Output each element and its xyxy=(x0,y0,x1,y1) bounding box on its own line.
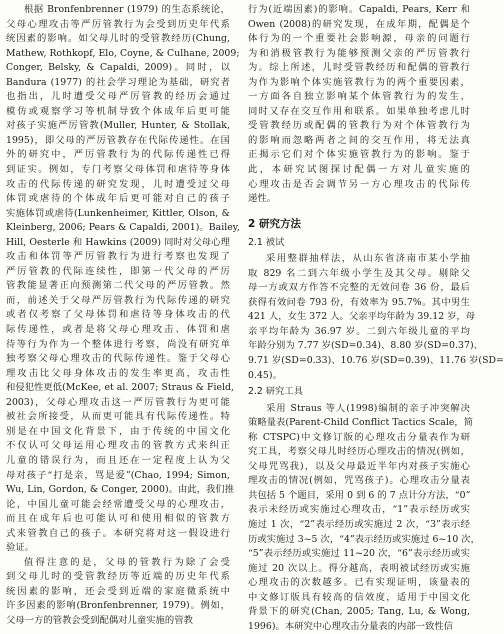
text-line: 中文修订版具有较高的信效度，适用于中国文化 xyxy=(248,591,470,603)
text-line: 对孩子实施严厉管教(Muller, Hunter, & Stollak, xyxy=(6,120,230,132)
text-line: 历或实施过 3~5 次，“4”表示经历或实施过 6~10 次， xyxy=(248,533,480,545)
text-line: 而，前述关于父母严厉管教行为代际传递的研究 xyxy=(6,294,230,306)
text-line: Wu, Lin, Gordon, & Conger, 2000)。由此，我们推 xyxy=(6,484,235,496)
text-line: 也指出，儿时遭受父母严厉管教的经历会通过 xyxy=(6,91,230,103)
text-line: 或者仅考察了父母体罚和虐待等身体攻击的代 xyxy=(6,309,230,321)
text-line: 施过 20 次以上。得分越高，表明被试经历或实施 xyxy=(248,562,470,574)
text-line: 父母咒骂我)，以及父母最近半年内对孩子实施心 xyxy=(248,460,470,472)
left-column xyxy=(6,3,240,629)
text-line: 验证。 xyxy=(6,542,35,554)
text-line: 0.45)。 xyxy=(248,369,282,381)
text-line: 心理攻击的次数越多。已有实现证明，该量表的 xyxy=(248,577,470,589)
text-line: 1996)。本研究中心理攻击分量表的内部一致性信 xyxy=(248,620,454,632)
text-line: 论，中国儿童可能会经常遭受父母的心理攻击， xyxy=(6,498,230,510)
text-line: 2003)，父母心理攻击这一严厉管教行为更可能 xyxy=(6,396,230,408)
text-line: 母一方或双方作答不完整的无效问卷 36 份，最后 xyxy=(248,282,470,294)
text-line: 年龄分别为 7.77 岁(SD=0.34)、8.80 岁(SD=0.37)、 xyxy=(248,340,483,352)
text-line: 式来管教自己的孩子。本研究将对这一假设进行 xyxy=(6,527,230,539)
text-line: 同时又存在交互作用和联系。如果单独考虑儿时 xyxy=(248,105,470,117)
text-line: 值得注意的是，父母的管教行为除了会受 xyxy=(24,556,230,568)
text-line: 421 人，女生 372 人。父亲平均年龄为 39.12 岁，母 xyxy=(248,311,476,323)
text-line: 母对孩子“打是亲，骂是爱”(Chao, 1994; Simon, xyxy=(6,469,230,481)
text-line: 此，本研究试图探讨配偶一方对儿童实施的 xyxy=(248,164,470,176)
text-line: Conger, Belsky, & Capaldi, 2009)。同时，以 xyxy=(6,62,230,74)
text-line: 9.71 岁(SD=0.33)、10.76 岁(SD=0.39)、11.76 岁(SD= xyxy=(248,354,504,366)
text-line: 儿童的错误行为，而且还在一定程度上认为父 xyxy=(6,454,230,466)
text-line: 严厉管教的代际连续性，即第一代父母的严厉 xyxy=(6,265,230,277)
text-line: 采用整群抽样法，从山东省济南市某小学抽 xyxy=(266,253,470,265)
text-line: 递性。 xyxy=(248,193,277,205)
text-line: Owen (2008)的研究发现，在成年期，配偶是个 xyxy=(248,18,470,30)
text-line: 而且在成年后也可能认可和使用相似的管教方 xyxy=(6,513,230,525)
intro-paragraph-continued xyxy=(248,3,470,207)
text-line: Mathew, Rothkopf, Elo, Coyne, & Culhane, 2009; xyxy=(6,47,240,59)
text-line: 策略量表(Parent-Child Conflict Tactics Scale，简 xyxy=(248,417,474,429)
text-line: 攻击的代际传递的研究发现，儿时遭受过父母 xyxy=(6,178,230,190)
text-line: 统因素的影响。如父母儿时的受管教经历(Chung, xyxy=(6,33,230,45)
text-line: 共包括 5 个题目，采用 0 到 6 的 7 点计分方法，“0” xyxy=(248,489,471,501)
text-line: 取 829 名二到六年级小学生及其父母。剔除父 xyxy=(248,267,470,279)
text-line: 为。综上所述，儿时受管教经历和配偶的管教行 xyxy=(248,62,470,74)
text-line: 为作为影响个体实施管教行为的两个重要因素， xyxy=(248,76,470,88)
text-line: 行为(近端因素)的影响。Capaldi, Pears, Kerr 和 xyxy=(248,4,470,15)
text-line: 到父母儿时的受管教经历等近端的历史年代系 xyxy=(6,571,230,583)
text-line: 心理攻击是否会调节另一方心理攻击的代际传 xyxy=(248,178,470,190)
text-line: 获得有效问卷 793 份，有效率为 95.7%。其中男生 xyxy=(248,296,470,308)
text-line: 理攻击比父母身体攻击的发生率更高，攻击性 xyxy=(6,367,230,379)
text-line: 受管教经历或配偶的管教行为对个体管教行为 xyxy=(248,120,470,132)
instruments-paragraph xyxy=(248,402,480,634)
text-line: 模仿或观察学习等机制导致个体成年后更可能 xyxy=(6,105,230,117)
text-line: “5”表示经历或实施过 11~20 次，“6”表示经历或实 xyxy=(248,548,470,560)
text-line: 实施体罚或虐待(Lunkenheimer, Kittler, Olson, & xyxy=(6,207,230,219)
text-line: 亲平均年龄为 36.97 岁。二到六年级儿童的平均 xyxy=(248,325,470,337)
text-line: 理攻击的情况(例如，咒骂孩子)。心理攻击分量表 xyxy=(248,475,470,487)
text-line: 1995)，即父母的严厉管教存在代际传递性。在国 xyxy=(6,134,230,146)
text-line: 不仅认可父母运用心理攻击的管教方式来纠正 xyxy=(6,440,230,452)
text-line: 待等行为作为一个整体进行考察，尚没有研究单 xyxy=(6,338,230,350)
text-line: 被社会所接受，从而更可能具有代际传递性。特 xyxy=(6,411,230,423)
text-line: 体行为的一个重要社会影响源，母亲的问题行 xyxy=(248,33,470,45)
right-column xyxy=(248,3,504,634)
section-heading: 2 研究方法 xyxy=(248,217,301,230)
text-line: Hill, Oesterle 和 Hawkins (2009) 同时对父母心理 xyxy=(6,236,230,248)
text-line: 到证实。例如，专门考察父母体罚和虐待等身体 xyxy=(6,164,230,176)
text-line: 攻击和体罚等严厉管教行为进行考察也发现了 xyxy=(6,251,230,263)
subsection-heading-instruments: 2.2 研究工具 xyxy=(248,386,303,398)
subsection-heading-participants: 2.1 被试 xyxy=(248,236,285,248)
participants-paragraph xyxy=(248,252,504,383)
text-line: 背景下的研究(Chan, 2005; Tang, Lu, & Wong, xyxy=(248,606,470,618)
text-line: 管教能显著正向预测第二代父母的严厉管教。然 xyxy=(6,280,230,292)
text-line: 究工具，考察父母儿时经历心理攻击的情况(例如， xyxy=(248,446,470,458)
text-line: 正揭示它们对个体实施管教行为的影响。鉴于 xyxy=(248,149,470,161)
text-line: 许多因素的影响(Bronfenbrenner, 1979)。例如， xyxy=(6,600,230,612)
text-line: 别是在中国文化背景下，由于传统的中国文化 xyxy=(6,425,230,437)
text-line: 根据 Bronfenbrenner (1979) 的生态系统论， xyxy=(24,4,230,15)
text-line: Kleinberg, 2006; Pears & Capaldi, 2001)。Bailey, xyxy=(6,222,240,234)
text-line: 的影响而忽略两者之间的交互作用，将无法真 xyxy=(248,134,470,146)
text-line: 表示未经历或实施过心理攻击，“1”表示经历或实 xyxy=(248,504,470,516)
text-line: 体罚或虐待的个体成年后更可能对自己的孩子 xyxy=(6,193,230,205)
text-line: 为和消极管教行为能够预测父亲的严厉管教行 xyxy=(248,47,470,59)
text-line: 一方面各自独立影响某个体管教行为的发生， xyxy=(248,91,470,103)
text-line: 称 CTSPC)中文修订版的心理攻击分量表作为研 xyxy=(248,431,470,443)
text-line: 采用 Straus 等人(1998)编制的亲子冲突解决 xyxy=(266,402,470,414)
text-line: 统因素的影响，还会受到近端的家庭微系统中 xyxy=(6,585,230,597)
text-line: 外的研究中，严厉管教行为的代际传递性已得 xyxy=(6,149,230,161)
text-line: 独考察父母心理攻击的代际传递性。鉴于父母心 xyxy=(6,353,230,365)
text-line: 和侵犯性更低(McKee, et al. 2007; Straus & Field, xyxy=(6,382,235,394)
text-line: 施过 1 次，“2”表示经历或实施过 2 次，“3”表示经 xyxy=(248,518,470,530)
text-line: 父母心理攻击等严厉管教行为会受到历史年代系 xyxy=(6,18,230,30)
text-line: 际传递性，或者是将父母心理攻击、体罚和虐 xyxy=(6,324,230,336)
text-line: 父母一方的管教会受到配偶对儿童实施的管教 xyxy=(6,614,193,626)
text-line: Bandura (1977) 的社会学习理论为基础，研究者 xyxy=(6,76,230,88)
